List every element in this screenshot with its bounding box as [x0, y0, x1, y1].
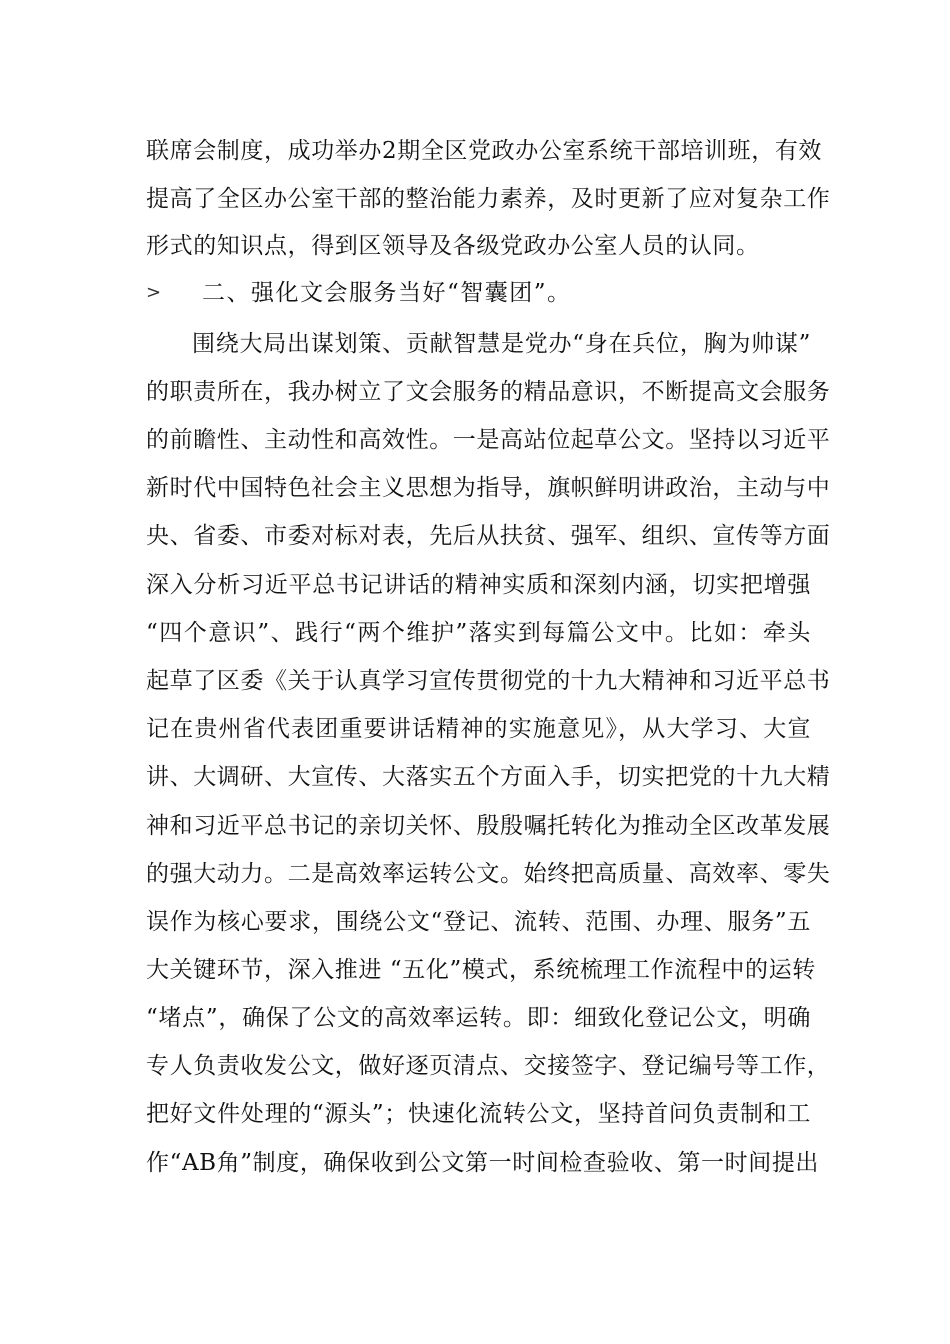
- body-text-line: 大关键环节，深入推进 “五化”模式，系统梳理工作流程中的运转: [146, 957, 816, 983]
- body-text-line: 作“AB角”制度，确保收到公文第一时间检查验收、第一时间提出: [146, 1150, 820, 1176]
- body-text-line: 的强大动力。二是高效率运转公文。始终把高质量、高效率、零失: [146, 861, 831, 887]
- body-text-line: 起草了区委《关于认真学习宣传贯彻党的十九大精神和习近平总书: [146, 668, 831, 694]
- body-text-line: 央、省委、市委对标对表，先后从扶贫、强军、组织、宣传等方面: [146, 523, 831, 549]
- body-text-line: 深入分析习近平总书记讲话的精神实质和深刻内涵，切实把增强: [146, 572, 811, 598]
- body-text-line: “堵点”，确保了公文的高效率运转。即：细致化登记公文，明确: [146, 1005, 811, 1031]
- body-text-line: 讲、大调研、大宣传、大落实五个方面入手，切实把党的十九大精: [146, 764, 831, 790]
- body-text-line: 记在贵州省代表团重要讲话精神的实施意见》，从大学习、大宣: [146, 716, 811, 742]
- body-text-line: 新时代中国特色社会主义思想为指导，旗帜鲜明讲政治，主动与中: [146, 475, 831, 501]
- body-text-line: “四个意识”、践行“两个维护”落实到每篇公文中。比如：牵头: [146, 620, 811, 646]
- section-heading: [146, 273, 811, 313]
- body-text-line: 神和习近平总书记的亲切关怀、殷殷嘱托转化为推动全区改革发展: [146, 813, 831, 839]
- body-text-line: 误作为核心要求，围绕公文“登记、流转、范围、办理、服务”五: [146, 909, 811, 935]
- body-text-line: 专人负责收发公文，做好逐页清点、交接签字、登记编号等工作，: [146, 1053, 831, 1079]
- bullet-arrow-icon: >: [146, 282, 162, 303]
- body-text-line: 联席会制度，成功举办2期全区党政办公室系统干部培训班，有效: [146, 138, 823, 164]
- section-heading-text: 二、强化文会服务当好“智囊团”。: [202, 280, 572, 306]
- body-text-line: 提高了全区办公室干部的整治能力素养，及时更新了应对复杂工作: [146, 186, 831, 212]
- body-text-line: 形式的知识点，得到区领导及各级党政办公室人员的认同。: [146, 233, 760, 259]
- body-text-line: 围绕大局出谋划策、贡献智慧是党办“身在兵位，胸为帅谋”: [192, 331, 811, 357]
- body-text-line: 的前瞻性、主动性和高效性。一是高站位起草公文。坚持以习近平: [146, 427, 831, 453]
- body-text-line: 的职责所在，我办树立了文会服务的精品意识，不断提高文会服务: [146, 379, 831, 405]
- body-text-line: 把好文件处理的“源头”；快速化流转公文，坚持首问负责制和工: [146, 1101, 811, 1127]
